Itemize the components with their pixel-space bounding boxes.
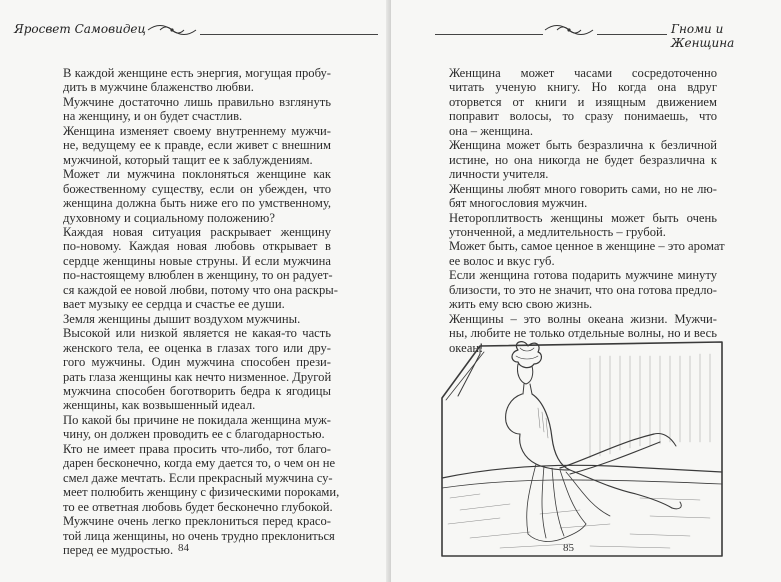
right-running-head: Гноми и Женщина [671,22,735,50]
text-line: Нетороплитвость женщины может быть очень [449,210,717,225]
ornament-icon [146,23,198,37]
text-line: ны, любите не только отдельные волны, но и весь [449,326,717,341]
text-line: дарен бесконечно, когда ему дается то, о чем он не [63,456,336,471]
text-line: духовному и социальному положению? [63,210,275,225]
text-line: Может быть, самое ценное в женщине – это аромат [449,239,725,254]
text-line: мужчина способен боготворить бедра к ягодицы [63,383,331,398]
text-line: ся каждой ее новой любви, потому что она раскры- [63,282,338,297]
text-line: Каждая новая ситуация раскрывает женщину [63,224,331,239]
text-line: жить ему всю свою жизнь. [449,297,593,312]
text-line: сердце женщины новые струны. И если мужчина [63,253,331,268]
text-line: по-новому. Каждая новая любовь открывает в [63,239,331,254]
left-running-head: Яросвет Самовидец [14,22,146,36]
text-line: на женщину, и он будет счастлив. [63,109,243,124]
text-line: Может ли мужчина поклоняться женщине как [63,167,331,182]
text-line: она – женщина. [449,123,533,138]
right-header-rule [435,34,543,35]
text-line: читать ученую книгу. Но когда она вдруг [449,80,717,95]
text-line: гого мужчины. Один мужчина способен прези- [63,355,331,370]
text-line: то ее ответная любовь будет бесконечно глубокой. [63,499,333,514]
text-line: ее волос и вкус губ. [449,253,555,268]
text-line: По какой бы причине не покидала женщина муж- [63,412,331,427]
text-line: женщины, как возвышенный идеал. [63,398,256,413]
text-line: перед ее мудростью. [63,542,174,557]
text-line: личности учителя. [449,167,549,182]
text-line: той лица женщины, но очень трудно преклониться [63,528,335,543]
left-body-text [63,66,340,557]
text-line: утонченной, а медлительность – грубой. [449,224,666,239]
text-line: Женщина изменяет своему внутреннему мужчи- [63,123,331,138]
right-header-rule [597,34,667,35]
text-line: Женщина может часами сосредоточенно [449,66,717,80]
text-line: рать глаза женщины как нечто низменное. Другой [63,369,332,384]
text-line: женского тела, ее оценка в глазах того или дру- [63,340,331,355]
text-line: Мужчине очень легко преклониться перед красо- [63,514,331,529]
text-line: дить в мужчине блаженство любви. [63,80,254,95]
text-line: истине, но она никогда не будет безразлична к [449,152,717,167]
text-line: божественному существу, если он убежден, что [63,181,331,196]
text-line: Высокой или низкой является не какая-то часть [63,326,331,341]
text-line: Женщины – это волны океана жизни. Мужчи- [449,311,717,326]
right-page-number: 85 [563,542,574,554]
text-line: Женщина может быть безразлична к безличной [449,138,717,153]
text-line: чину, он должен проводить ее с благодарностью. [63,427,325,442]
text-line: Если женщина готова подарить мужчине минуту [449,268,717,283]
text-line: близости, то это не значит, что она готова предло- [449,282,717,297]
text-line: Мужчине достаточно лишь правильно взглянуть [63,94,331,109]
text-line: смел даже мечтать. Если прекрасный мужчина су- [63,470,333,485]
text-line: по-настоящему влюблен в женщину, то он радует- [63,268,333,283]
text-line: оторвется от книги и изящным движением [449,94,717,109]
text-line: женщина должна быть ниже его по умственному, [63,196,331,211]
text-line: не, ведущему ее к правде, если живет с внешним [63,138,331,153]
ornament-icon [543,23,595,37]
text-line: мужчиной, который тащит ее к заблуждениям. [63,152,313,167]
text-line: океан! [449,340,484,355]
text-line: Женщины любят много говорить сами, но не лю- [449,181,717,196]
left-page-number: 84 [178,542,189,554]
text-line: Земля женщины дышит воздухом мужчины. [63,311,301,326]
text-line: поправит волосы, то сразу понимаешь, что [449,109,717,124]
text-line: бят многословия мужчин. [449,196,588,211]
text-line: Кто не имеет права просить что-либо, тот благо- [63,441,331,456]
text-line: В каждой женщине есть энергия, могущая пробу- [63,66,331,80]
text-line: меет полюбить женщину с физическими пороками, [63,485,340,500]
right-body-text [449,66,725,355]
left-header-rule [200,34,378,35]
text-line: вает музыку ее сердца и счастье ее души. [63,297,285,312]
woman-sketch-illustration [440,338,724,560]
